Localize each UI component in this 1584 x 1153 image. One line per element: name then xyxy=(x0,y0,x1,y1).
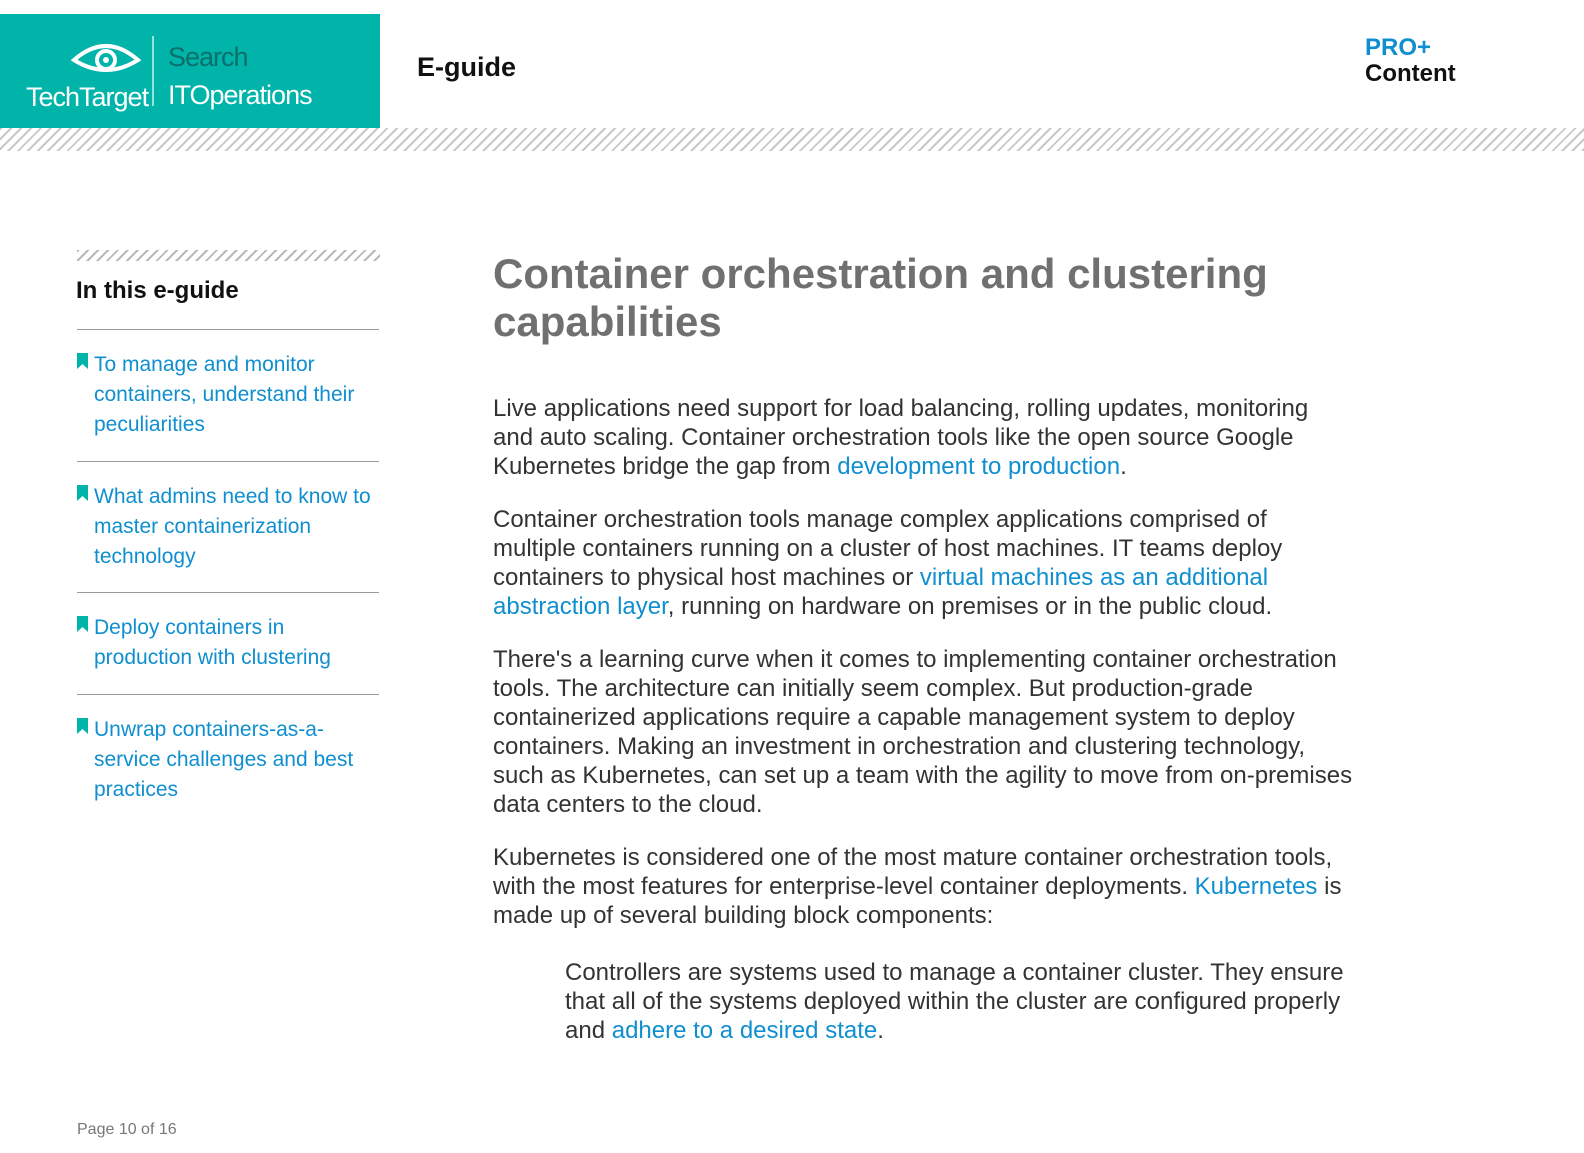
indented-paragraph xyxy=(565,958,1355,1045)
site-name-line1: Search xyxy=(168,42,248,72)
sidebar-divider xyxy=(77,329,379,330)
toc-item-manage-monitor[interactable] xyxy=(77,350,377,440)
toc-item-label[interactable]: Deploy containers in production with clustering xyxy=(94,616,331,669)
brand-divider xyxy=(152,36,154,106)
sidebar-divider xyxy=(77,461,379,462)
toc-item-caas[interactable] xyxy=(77,715,377,805)
sidebar-title: In this e-guide xyxy=(76,277,239,304)
pro-content-badge xyxy=(1365,35,1456,87)
eye-icon xyxy=(70,36,142,80)
paragraph-text: is made up of several building block components: xyxy=(493,873,1342,929)
link-kubernetes[interactable]: Kubernetes xyxy=(1194,873,1318,900)
paragraph-text: There's a learning curve when it comes to implementing container orchestration tools. The architecture can initially seem complex. But production-grade containerized applications require a capable management system to deploy containers. Making an investment in orchestration and clustering technology, such as Kubernetes, can set up a team with the agility to move from on-premises data centers to the cloud. xyxy=(493,646,1353,818)
paragraph-text: Kubernetes is considered one of the most mature container orchestration tools, with the most features for enterprise-level container deployments. xyxy=(493,844,1333,900)
toc-item-label[interactable]: Unwrap containers-as-a-service challenges and best practices xyxy=(94,718,354,801)
link-virtual-machines[interactable]: virtual machines as an additional abstraction layer xyxy=(493,564,1269,620)
brand-name: TechTarget xyxy=(26,82,149,112)
bookmark-icon xyxy=(77,485,88,501)
link-development-to-production[interactable]: development to production xyxy=(837,453,1121,480)
paragraph-text: . xyxy=(1120,453,1127,480)
paragraph-text: . xyxy=(877,1017,884,1044)
paragraph-text: Controllers are systems used to manage a container cluster. They ensure that all of the systems deployed within the cluster are configured properly and xyxy=(565,959,1344,1044)
toc-item-label[interactable]: To manage and monitor containers, understand their peculiarities xyxy=(94,353,355,436)
toc-item-deploy-clustering[interactable] xyxy=(77,613,377,673)
bookmark-icon xyxy=(77,353,88,369)
link-desired-state[interactable]: adhere to a desired state xyxy=(611,1017,878,1044)
body-paragraph xyxy=(493,394,1353,481)
page-title: Container orchestration and clustering capabilities xyxy=(493,250,1268,345)
brand-logo-block xyxy=(0,14,380,128)
bookmark-icon xyxy=(77,718,88,734)
bookmark-icon xyxy=(77,616,88,632)
sidebar-divider xyxy=(77,694,379,695)
page-number: Page 10 of 16 xyxy=(77,1121,177,1138)
toc-item-label[interactable]: What admins need to know to master containerization technology xyxy=(94,485,371,568)
doc-type-label: E-guide xyxy=(417,52,516,82)
paragraph-text: Container orchestration tools manage complex applications comprised of multiple containers running on a cluster of host machines. IT teams deploy containers to physical host machines or xyxy=(493,506,1283,591)
site-name-line2: ITOperations xyxy=(168,80,312,110)
content-label: Content xyxy=(1365,60,1456,87)
body-paragraph xyxy=(493,645,1353,819)
paragraph-text: Live applications need support for load balancing, rolling updates, monitoring and auto scaling. Container orchestration tools like the open source Google Kubernetes bridge the gap from xyxy=(493,395,1309,480)
body-paragraph xyxy=(493,505,1353,621)
body-paragraph xyxy=(493,843,1353,930)
sidebar-hatch-divider xyxy=(77,250,380,261)
sidebar-divider xyxy=(77,592,379,593)
header-hatch-divider xyxy=(0,128,1584,151)
toc-item-containerization[interactable] xyxy=(77,482,377,572)
paragraph-text: , running on hardware on premises or in the public cloud. xyxy=(667,593,1273,620)
pro-label: PRO+ xyxy=(1365,34,1432,61)
